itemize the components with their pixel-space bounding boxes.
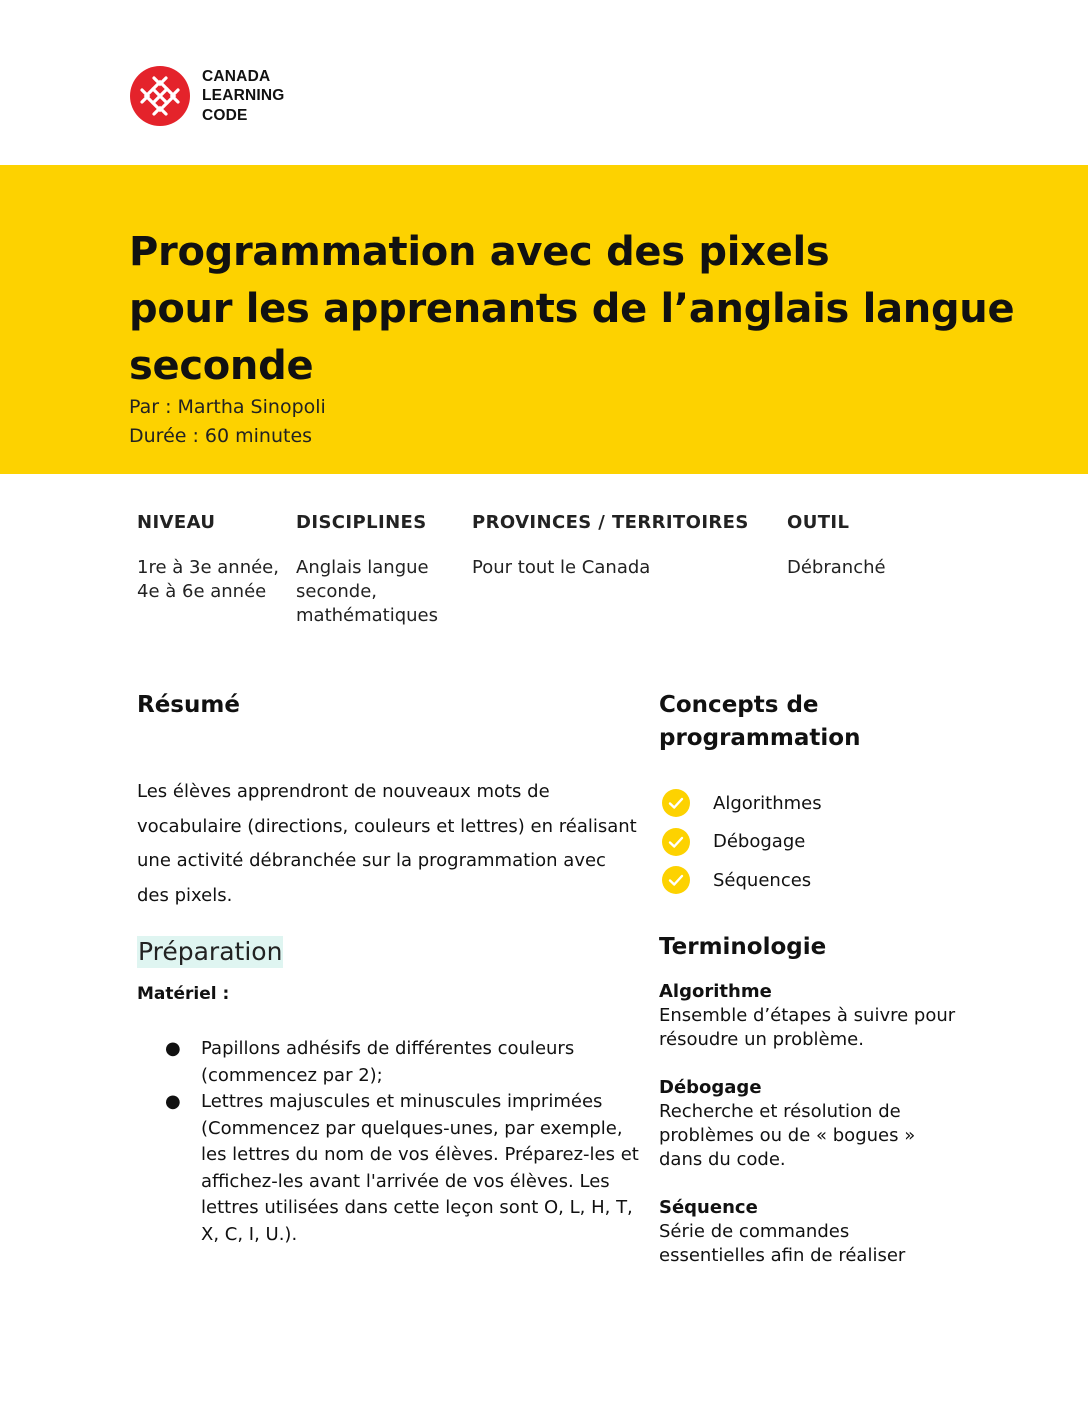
check-circle-icon — [661, 827, 691, 857]
logo-wordmark — [202, 67, 285, 126]
logo-line-1: CANADA — [202, 67, 271, 85]
concepts-heading-line-2: programmation — [659, 725, 861, 751]
info-tool-heading: OUTIL — [787, 512, 850, 533]
info-tool — [787, 512, 987, 580]
concept-label: Algorithmes — [713, 792, 822, 814]
info-level — [137, 512, 282, 604]
term-name: Algorithme — [659, 981, 772, 1002]
materials-item-text: Lettres majuscules et minuscules imprimées (Commencez par quelques-unes, par exemple, les lettres du nom de vos élèves. Préparez-les et affichez-les avant l'arrivée de vos élèves. Les lettres utilisées dans cette leçon sont O, L, H, T, X, C, I, U.). — [201, 1091, 639, 1245]
lesson-meta — [129, 393, 326, 451]
concept-label: Séquences — [713, 869, 812, 891]
bullet-icon: ● — [165, 1091, 181, 1112]
terminology-heading: Terminologie — [659, 934, 827, 960]
materials-label: Matériel : — [137, 984, 230, 1004]
info-provinces-heading: PROVINCES / TERRITOIRES — [472, 512, 749, 533]
info-disciplines — [296, 512, 456, 628]
concept-label: Débogage — [713, 831, 806, 853]
info-level-value: 1re à 3e année, 4e à 6e année — [137, 557, 279, 602]
materials-list — [165, 1036, 645, 1248]
materials-item-text: Papillons adhésifs de différentes couleurs (commencez par 2); — [201, 1038, 575, 1086]
summary-heading: Résumé — [137, 692, 240, 718]
duration-line: Durée : 60 minutes — [129, 425, 313, 447]
list-item — [661, 861, 822, 900]
page-title — [129, 224, 1029, 395]
title-line-1: Programmation avec des pixels — [129, 229, 830, 275]
info-disciplines-heading: DISCIPLINES — [296, 512, 427, 533]
term-entry — [659, 980, 959, 1052]
author-line: Par : Martha Sinopoli — [129, 396, 326, 418]
summary-text: Les élèves apprendront de nouveaux mots de vocabulaire (directions, couleurs et lettres) en réalisant une activité débranchée sur la programmation avec des pixels. — [137, 781, 637, 906]
concepts-list — [661, 784, 822, 900]
logo — [130, 66, 285, 126]
list-item — [661, 823, 822, 862]
term-definition: Ensemble d’étapes à suivre pour résoudre un problème. — [659, 1005, 956, 1050]
bullet-icon: ● — [165, 1038, 181, 1059]
term-definition: Série de commandes essentielles afin de réaliser — [659, 1221, 906, 1266]
term-entry — [659, 1076, 959, 1172]
term-name: Débogage — [659, 1077, 762, 1098]
list-item — [165, 1036, 645, 1089]
logo-line-3: CODE — [202, 106, 248, 124]
info-provinces-value: Pour tout le Canada — [472, 557, 651, 578]
info-provinces — [472, 512, 772, 580]
check-circle-icon — [661, 865, 691, 895]
concepts-heading — [659, 689, 860, 755]
canada-learning-code-logo-icon — [130, 66, 190, 126]
info-tool-value: Débranché — [787, 557, 886, 578]
term-definition: Recherche et résolution de problèmes ou de « bogues » dans du code. — [659, 1101, 916, 1170]
title-line-2: pour les apprenants de l’anglais langue — [129, 286, 1015, 332]
check-circle-icon — [661, 788, 691, 818]
info-level-heading: NIVEAU — [137, 512, 216, 533]
logo-line-2: LEARNING — [202, 87, 285, 105]
list-item — [165, 1089, 645, 1248]
preparation-heading: Préparation — [138, 937, 283, 966]
title-line-3: seconde — [129, 343, 314, 389]
list-item — [661, 784, 822, 823]
info-disciplines-value: Anglais langue seconde, mathématiques — [296, 557, 439, 626]
concepts-heading-line-1: Concepts de — [659, 692, 819, 718]
term-entry — [659, 1196, 959, 1268]
terminology-list — [659, 980, 959, 1292]
term-name: Séquence — [659, 1197, 758, 1218]
